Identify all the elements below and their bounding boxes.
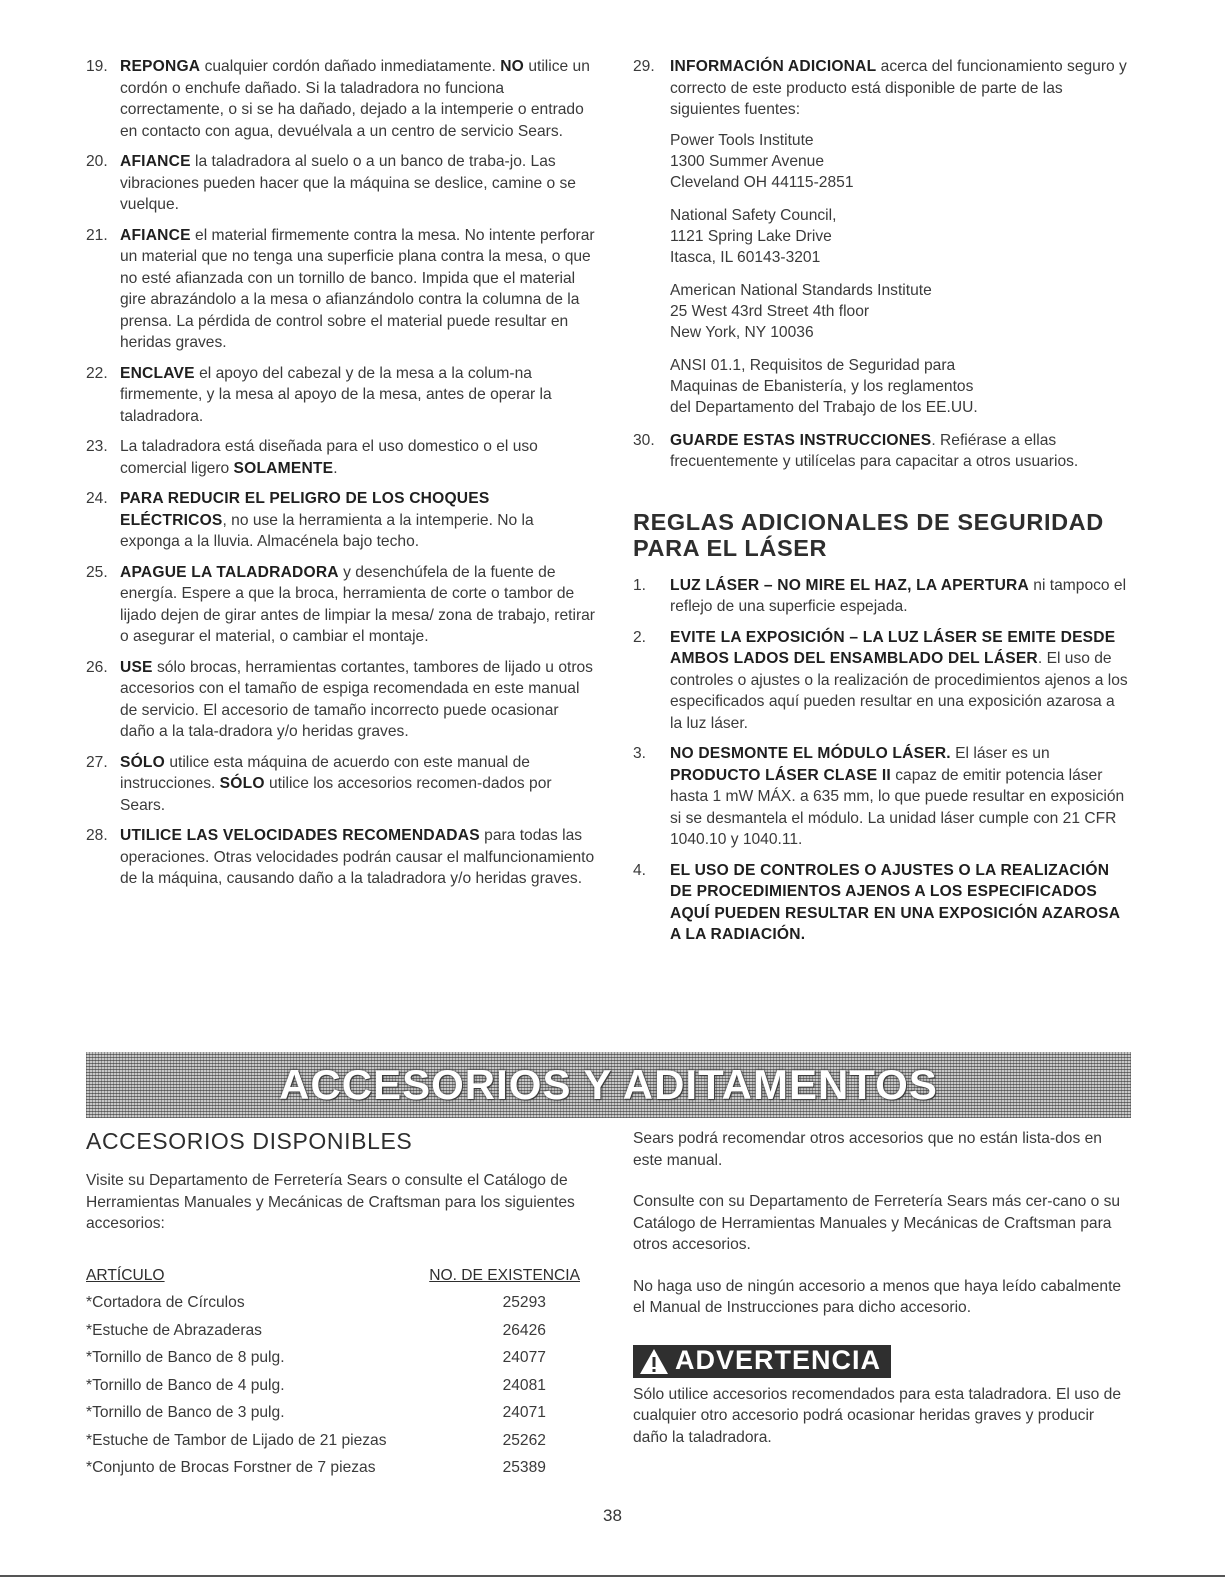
emphasis-text: NO DESMONTE EL MÓDULO LÁSER. bbox=[670, 745, 951, 762]
item-number: 3. bbox=[633, 745, 647, 762]
item-body bbox=[670, 860, 1129, 946]
item-name-cell: *Tornillo de Banco de 3 pulg. bbox=[86, 1404, 285, 1421]
item-number: 2. bbox=[633, 628, 647, 646]
emphasis-text: EVITE LA EXPOSICIÓN – LA LUZ LÁSER SE EMITE DESDE AMBOS LADOS DEL ENSAMBLADO DEL LÁSER bbox=[670, 628, 1116, 667]
stock-number-cell: 26426 bbox=[502, 1321, 546, 1339]
emphasis-text: AFIANCE bbox=[120, 226, 191, 244]
item-text: El láser es un bbox=[950, 745, 1050, 762]
emphasis-text: EL USO DE CONTROLES O AJUSTES O LA REALIZACIÓN DE PROCEDIMIENTOS AJENOS A LOS ESPECIFICADOS AQUÍ PUEDEN RESULTAR EN UNA EXPOSICIÓN AZAROSA A LA RADIACIÓN. bbox=[670, 861, 1120, 943]
table-row bbox=[86, 1347, 586, 1375]
item-text: y desenchúfela de la fuente de energía. Espere a que la broca, herramienta de corte o tambor de lijado dejen de girar antes de limpiar la mesa/ zona de trabajo, retirar o asegurar el material, o cambiar el montaje. bbox=[120, 563, 596, 645]
item-text: . El uso de controles o ajustes o la realización de procedimientos ajenos a los especificados aquí pueden resultar en una exposición azarosa a la luz láser. bbox=[670, 650, 1128, 732]
emphasis-text: REPONGA bbox=[120, 58, 201, 75]
heading-line: PARA EL LÁSER bbox=[633, 534, 828, 561]
address-line: ANSI 01.1, Requisitos de Seguridad para bbox=[670, 356, 956, 374]
paragraph: Sears podrá recomendar otros accesorios que no están lista-dos en este manual. bbox=[633, 1130, 1102, 1169]
item-body bbox=[120, 752, 596, 817]
stock-number-cell: 24081 bbox=[502, 1376, 546, 1394]
item-body bbox=[120, 436, 596, 479]
emphasis-text: ENCLAVE bbox=[120, 364, 195, 382]
item-text: capaz de emitir potencia láser hasta 1 mW MÁX. a 635 mm, lo que puede resultar en exposición si se desmantela el módulo. La unidad láser cumple con 21 CFR 1040.10 y 1040.11. bbox=[670, 766, 1125, 848]
paragraph: No haga uso de ningún accesorio a menos que haya leído cabalmente el Manual de Instrucciones para dicho accesorio. bbox=[633, 1277, 1122, 1316]
address-line: del Departamento del Trabajo de los EE.UU. bbox=[670, 398, 978, 416]
item-number: 1. bbox=[633, 576, 647, 594]
item-text: utilice esta máquina de acuerdo con este manual de instrucciones. bbox=[120, 753, 530, 792]
table-row bbox=[86, 1292, 586, 1320]
list-item bbox=[633, 860, 1129, 946]
address bbox=[670, 130, 1129, 193]
list-item bbox=[633, 743, 1129, 851]
item-body bbox=[670, 743, 1129, 851]
item-number: 23. bbox=[86, 438, 108, 455]
accessories-table bbox=[86, 1265, 586, 1485]
accessories-notes bbox=[633, 1128, 1133, 1468]
item-number: 19. bbox=[86, 58, 108, 75]
list-item bbox=[86, 225, 596, 354]
item-text: . Refiérase a ellas frecuentemente y utilícelas para capacitar a otros usuarios. bbox=[670, 431, 1079, 470]
laser-rules-list bbox=[633, 575, 1129, 946]
column-header-stock: NO. DE EXISTENCIA bbox=[429, 1266, 580, 1284]
address bbox=[670, 355, 1129, 418]
laser-rules-heading bbox=[633, 509, 1129, 561]
address-line: Maquinas de Ebanistería, y los reglamentos bbox=[670, 377, 974, 395]
emphasis-text: USE bbox=[120, 658, 153, 676]
list-item bbox=[633, 430, 1129, 473]
bottom-rule bbox=[0, 1575, 1225, 1577]
address-line: American National Standards Institute bbox=[670, 281, 932, 299]
list-item bbox=[633, 56, 1129, 121]
list-item bbox=[633, 575, 1129, 618]
item-text: el apoyo del cabezal y de la mesa a la colum-na firmemente, y la mesa al apoyo de la mesa, antes de operar la taladradora. bbox=[120, 364, 552, 425]
list-item bbox=[86, 562, 596, 648]
address-line: Cleveland OH 44115-2851 bbox=[670, 173, 854, 191]
item-body bbox=[670, 627, 1129, 735]
item-text: utilice un cordón o enchufe dañado. Si la taladradora no funciona correctamente, o si se ha dañado, dejado a la intemperie o entrado en contacto con agua, devuélvala a un centro de servicio Sears. bbox=[120, 58, 590, 140]
list-item bbox=[86, 151, 596, 216]
list-item bbox=[86, 825, 596, 890]
item-text: acerca del funcionamiento seguro y correcto de este producto está disponible de parte de las siguientes fuentes: bbox=[670, 58, 1127, 118]
item-number: 4. bbox=[633, 861, 647, 879]
item-name-cell: *Tornillo de Banco de 8 pulg. bbox=[86, 1349, 285, 1366]
item-body bbox=[120, 151, 596, 216]
item-text: el material firmemente contra la mesa. No intente perforar un material que no tenga una superficie plana contra la mesa, o que no esté afianzada con un tornillo de banco. Impida que el material gire abrazándolo a la mesa o afianzándolo contra la columna de la prensa. La pérdida de control sobre el material puede resultar en heridas graves. bbox=[120, 226, 595, 351]
item-name-cell: *Estuche de Tambor de Lijado de 21 piezas bbox=[86, 1431, 387, 1449]
item-body bbox=[670, 430, 1129, 473]
item-number: 27. bbox=[86, 753, 108, 771]
warning-label bbox=[633, 1345, 891, 1378]
item-text: utilice los accesorios recomen-dados por Sears. bbox=[120, 775, 552, 814]
item-number: 26. bbox=[86, 658, 108, 676]
address-line: Itasca, IL 60143-3201 bbox=[670, 248, 821, 266]
list-item bbox=[633, 627, 1129, 735]
item-text: . bbox=[333, 459, 338, 477]
item-text: sólo brocas, herramientas cortantes, tambores de lijado u otros accesorios con el tamaño de espiga recomendada en este manual de servicio. El accesorio de tamaño incorrecto puede ocasionar daño a la tala-dradora y/o heridas graves. bbox=[120, 658, 593, 740]
stock-number-cell: 25389 bbox=[502, 1459, 546, 1476]
item-number: 25. bbox=[86, 563, 108, 581]
item-text: para todas las operaciones. Otras velocidades podrán causar el malfuncionamiento de la máquina, causando daño a la taladradora y/o heridas graves. bbox=[120, 827, 595, 887]
emphasis-text: AFIANCE bbox=[120, 153, 191, 170]
table-row bbox=[86, 1402, 586, 1430]
right-column bbox=[633, 56, 1129, 955]
warning-triangle-icon bbox=[639, 1348, 669, 1375]
stock-number-cell: 24077 bbox=[502, 1349, 546, 1366]
table-row bbox=[86, 1375, 586, 1403]
item-body bbox=[120, 363, 596, 428]
list-item bbox=[86, 657, 596, 743]
table-row bbox=[86, 1457, 586, 1485]
page-number: 38 bbox=[603, 1506, 622, 1525]
emphasis-text: APAGUE LA TALADRADORA bbox=[120, 563, 339, 581]
warning-title: ADVERTENCIA bbox=[675, 1345, 882, 1376]
item-text: cualquier cordón dañado inmediatamente. bbox=[200, 58, 501, 75]
emphasis-text: INFORMACIÓN ADICIONAL bbox=[670, 58, 877, 75]
column-header-item: ARTÍCULO bbox=[86, 1266, 165, 1284]
emphasis-text: LUZ LÁSER – NO MIRE EL HAZ, LA APERTURA bbox=[670, 576, 1029, 594]
item-text: la taladradora al suelo o a un banco de traba-jo. Las vibraciones pueden hacer que la máquina se deslice, camine o se vuelque. bbox=[120, 153, 576, 213]
list-item bbox=[86, 56, 596, 142]
list-item bbox=[86, 488, 596, 553]
item-text: ni tampoco el reflejo de una superficie espejada. bbox=[670, 576, 1127, 615]
emphasis-text: SÓLO bbox=[219, 775, 265, 792]
stock-number-cell: 24071 bbox=[502, 1404, 546, 1421]
emphasis-text: NO bbox=[500, 58, 524, 75]
item-body bbox=[120, 488, 596, 553]
list-item bbox=[86, 363, 596, 428]
stock-number-cell: 25262 bbox=[502, 1431, 546, 1449]
emphasis-text: SOLAMENTE bbox=[233, 459, 334, 477]
banner-title: ACCESORIOS Y ADITAMENTOS bbox=[279, 1061, 938, 1108]
accessories-section bbox=[86, 1126, 586, 1485]
item-body bbox=[120, 225, 596, 354]
item-body bbox=[120, 56, 596, 142]
paragraph: Consulte con su Departamento de Ferretería Sears más cer-cano o su Catálogo de Herramientas Manuales y Mecánicas de Craftsman para otros accesorios. bbox=[633, 1193, 1121, 1253]
item-body bbox=[670, 56, 1129, 121]
item-number: 29. bbox=[633, 58, 655, 75]
table-row bbox=[86, 1430, 586, 1458]
left-column bbox=[86, 56, 596, 899]
emphasis-text: GUARDE ESTAS INSTRUCCIONES bbox=[670, 431, 932, 449]
address-list bbox=[670, 130, 1129, 418]
item-number: 30. bbox=[633, 431, 655, 449]
item-number: 24. bbox=[86, 490, 108, 507]
heading-line: REGLAS ADICIONALES DE SEGURIDAD bbox=[633, 508, 1104, 535]
section-banner bbox=[86, 1052, 1131, 1118]
stock-number-cell: 25293 bbox=[502, 1294, 546, 1311]
table-row bbox=[86, 1320, 586, 1348]
emphasis-text: PRODUCTO LÁSER CLASE II bbox=[670, 766, 891, 784]
emphasis-text: SÓLO bbox=[120, 753, 165, 771]
item-name-cell: *Conjunto de Brocas Forstner de 7 piezas bbox=[86, 1459, 376, 1476]
warning-text: Sólo utilice accesorios recomendados para esta taladradora. El uso de cualquier otro accesorio podrá ocasionar heridas graves y producir daño la taladradora. bbox=[633, 1385, 1122, 1446]
item-name-cell: *Cortadora de Círculos bbox=[86, 1294, 245, 1311]
address-line: 1121 Spring Lake Drive bbox=[670, 227, 832, 245]
item-text: La taladradora está diseñada para el uso domestico o el uso comercial ligero bbox=[120, 438, 538, 477]
item-body bbox=[670, 575, 1129, 618]
item-body bbox=[120, 825, 596, 890]
item-name-cell: *Estuche de Abrazaderas bbox=[86, 1321, 262, 1339]
address-line: 25 West 43rd Street 4th floor bbox=[670, 302, 870, 320]
item-number: 21. bbox=[86, 226, 108, 244]
item-text: , no use la herramienta a la intemperie. No la exponga a la lluvia. Almacénela bajo techo. bbox=[120, 511, 534, 550]
list-item bbox=[86, 752, 596, 817]
emphasis-text: UTILICE LAS VELOCIDADES RECOMENDADAS bbox=[120, 827, 480, 844]
list-item bbox=[86, 436, 596, 479]
address bbox=[670, 280, 1129, 343]
item-body bbox=[120, 562, 596, 648]
item-number: 22. bbox=[86, 364, 108, 382]
address-line: National Safety Council, bbox=[670, 206, 837, 224]
address-line: Power Tools Institute bbox=[670, 131, 814, 149]
address-line: New York, NY 10036 bbox=[670, 323, 814, 341]
section-heading: ACCESORIOS DISPONIBLES bbox=[86, 1128, 413, 1154]
emphasis-text: PARA REDUCIR EL PELIGRO DE LOS CHOQUES ELÉCTRICOS bbox=[120, 490, 490, 529]
intro-paragraph: Visite su Departamento de Ferretería Sears o consulte el Catálogo de Herramientas Manuales y Mecánicas de Craftsman para los siguientes accesorios: bbox=[86, 1172, 575, 1232]
item-number: 28. bbox=[86, 827, 108, 844]
address bbox=[670, 205, 1129, 268]
item-number: 20. bbox=[86, 153, 108, 170]
item-name-cell: *Tornillo de Banco de 4 pulg. bbox=[86, 1376, 285, 1394]
item-body bbox=[120, 657, 596, 743]
address-line: 1300 Summer Avenue bbox=[670, 152, 825, 170]
